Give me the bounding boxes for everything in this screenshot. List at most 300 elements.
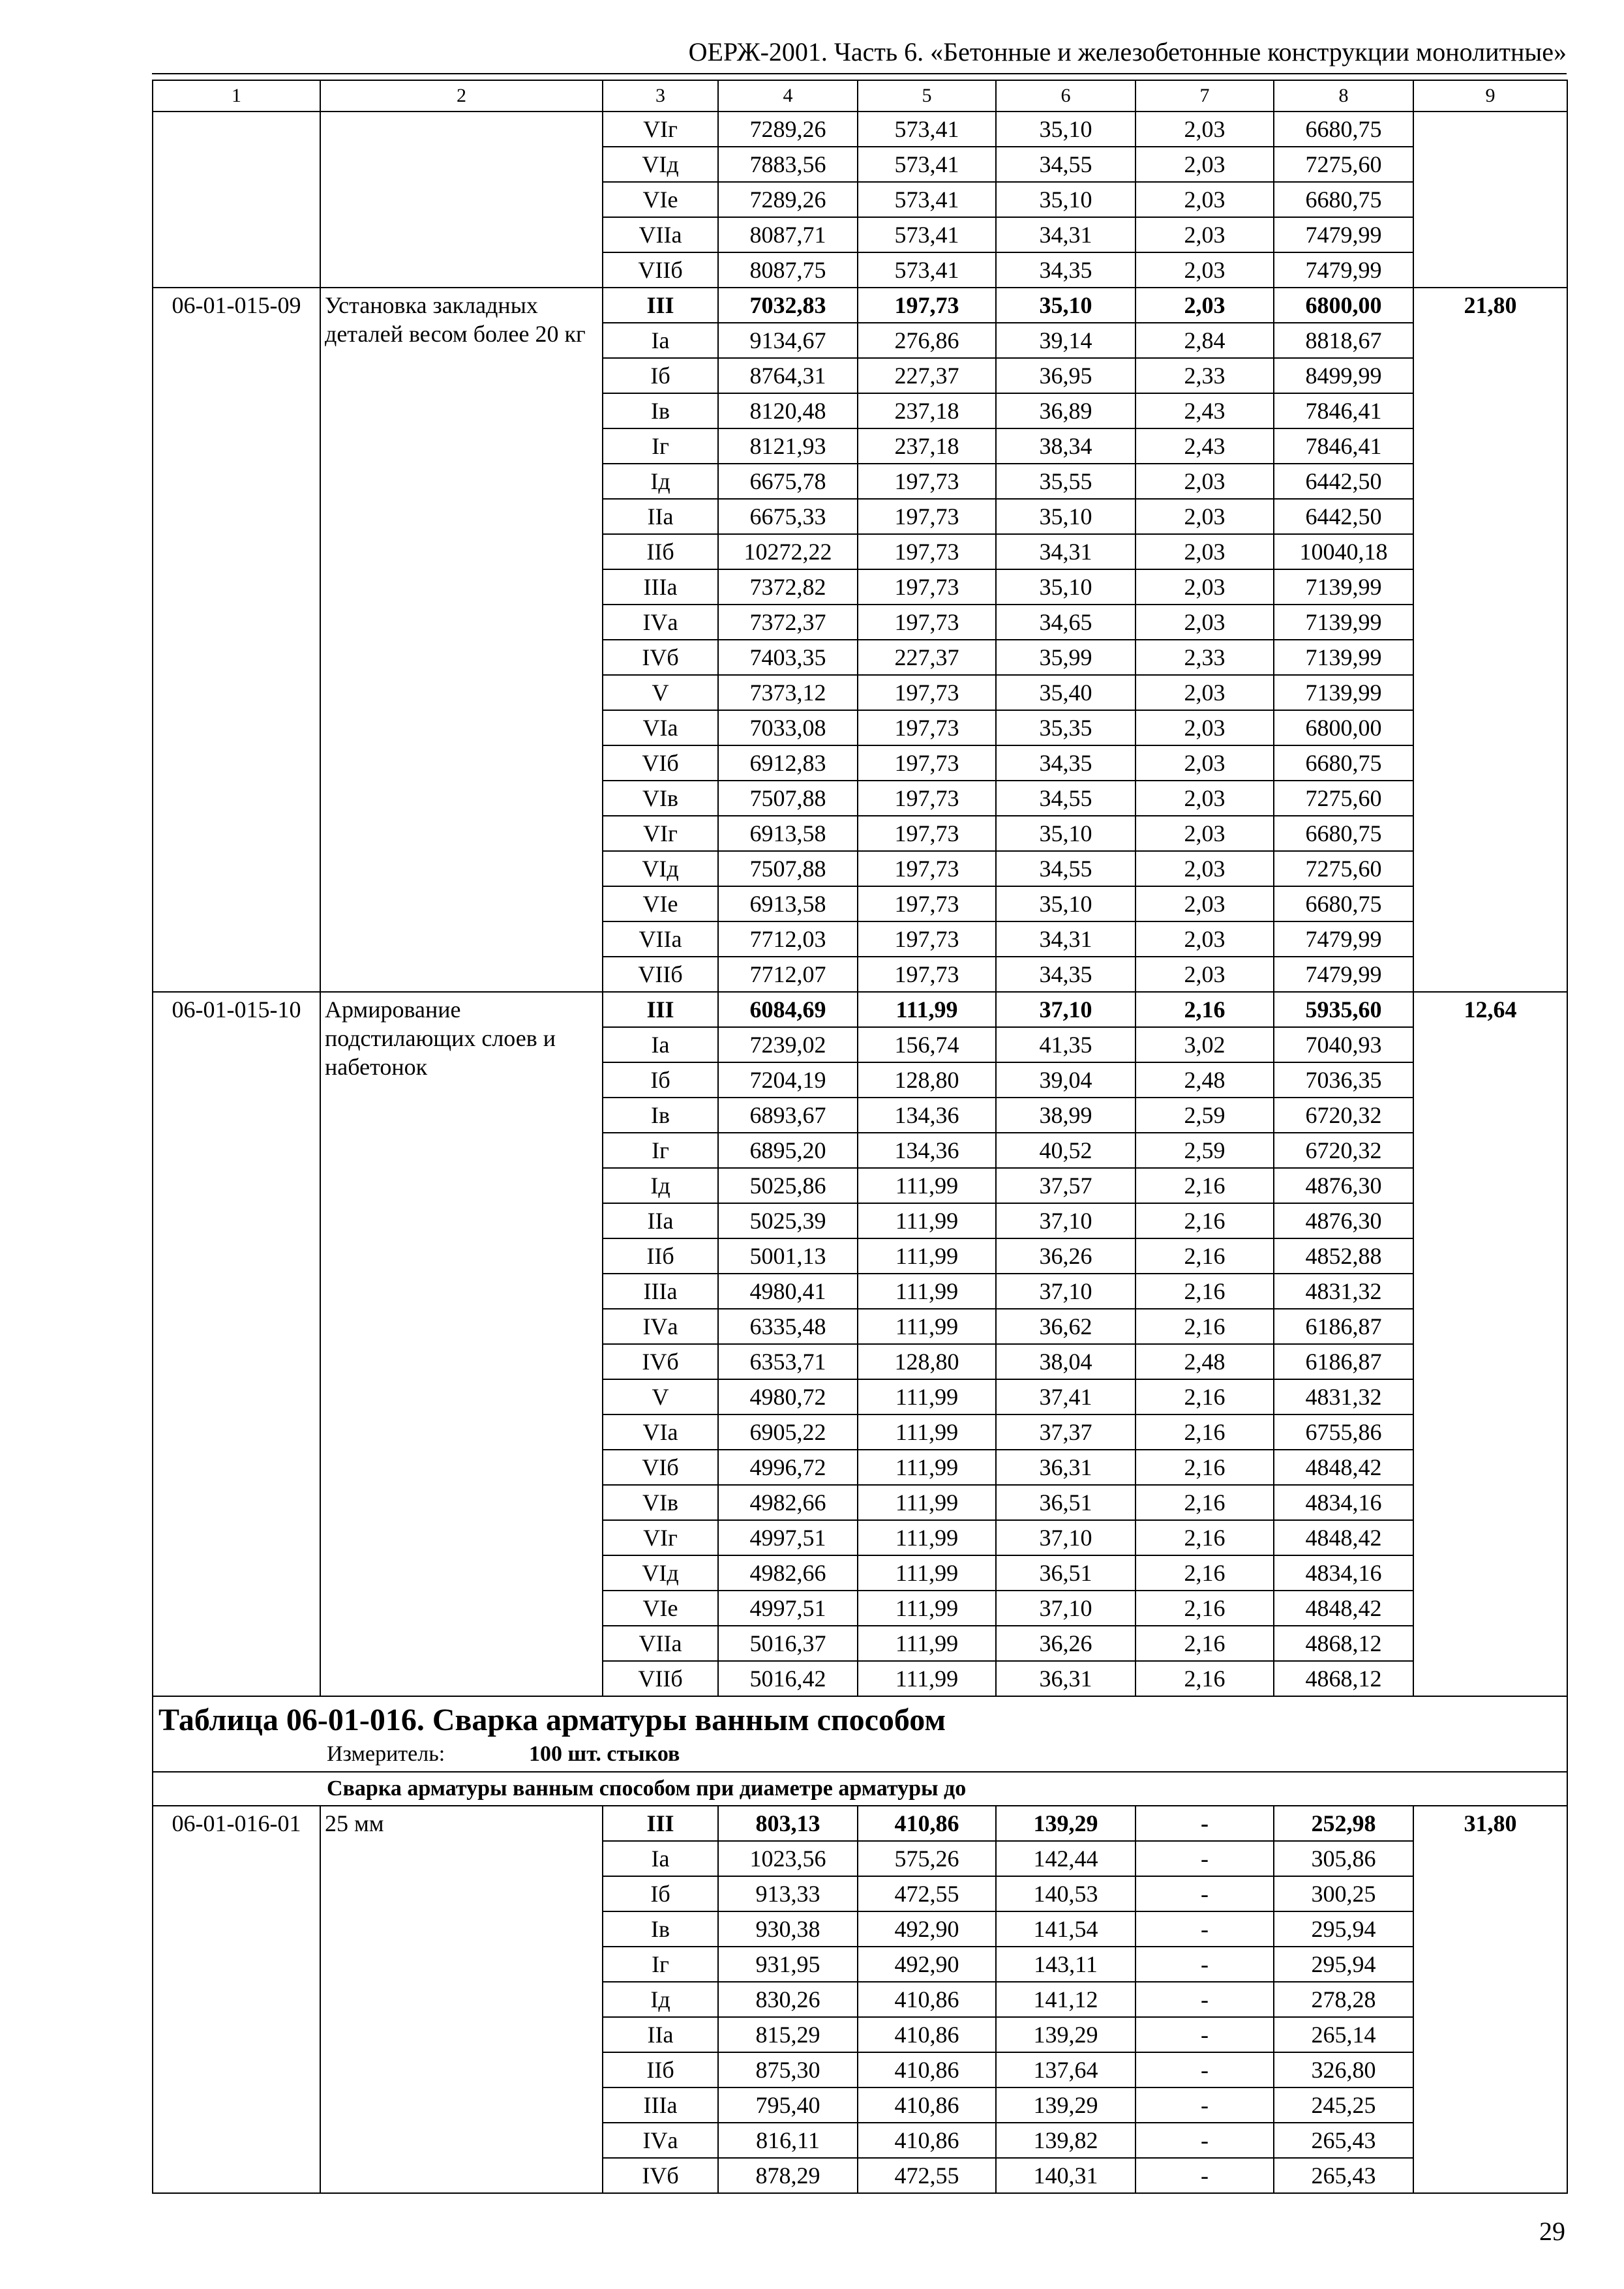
- value-cell: 139,29: [996, 1806, 1135, 1841]
- zone-cell: VIе: [603, 886, 718, 921]
- zone-cell: VIг: [603, 1520, 718, 1555]
- value-cell: 8120,48: [718, 393, 858, 428]
- value-cell: 197,73: [858, 288, 996, 323]
- value-cell: 4848,42: [1274, 1591, 1413, 1626]
- zone-cell: Iд: [603, 1168, 718, 1203]
- value-cell: 7204,19: [718, 1062, 858, 1098]
- value-cell: 197,73: [858, 499, 996, 534]
- value-cell: 2,16: [1135, 1309, 1274, 1344]
- value-cell: 34,55: [996, 147, 1135, 182]
- zone-cell: IIб: [603, 1238, 718, 1274]
- value-cell: 34,65: [996, 605, 1135, 640]
- measure-line: [158, 1740, 1561, 1769]
- value-cell: 2,16: [1135, 1591, 1274, 1626]
- page-number: 29: [1539, 2217, 1565, 2246]
- value-cell: 2,16: [1135, 1450, 1274, 1485]
- value-cell: 7275,60: [1274, 781, 1413, 816]
- zone-cell: Iг: [603, 1947, 718, 1982]
- value-cell: -: [1135, 2123, 1274, 2158]
- value-cell: 878,29: [718, 2158, 858, 2193]
- value-cell: 2,33: [1135, 358, 1274, 393]
- value-cell: 8764,31: [718, 358, 858, 393]
- rate-code: 06-01-016-01: [153, 1806, 320, 2193]
- value-cell: 2,03: [1135, 886, 1274, 921]
- value-cell: 111,99: [858, 1485, 996, 1520]
- value-cell: 2,03: [1135, 464, 1274, 499]
- value-cell: -: [1135, 1876, 1274, 1911]
- table-title: Таблица 06-01-016. Сварка арматуры ванным способом: [158, 1703, 946, 1737]
- value-cell: 35,40: [996, 675, 1135, 710]
- zone-cell: VIIб: [603, 957, 718, 992]
- work-name: Установка закладных деталей весом более 20 кг: [320, 288, 603, 992]
- value-cell: 6084,69: [718, 992, 858, 1027]
- value-cell: 197,73: [858, 886, 996, 921]
- value-cell: 197,73: [858, 851, 996, 886]
- zone-cell: VIб: [603, 745, 718, 781]
- value-cell: 410,86: [858, 1982, 996, 2017]
- value-cell: 6893,67: [718, 1098, 858, 1133]
- value-cell: 7712,07: [718, 957, 858, 992]
- value-cell: 237,18: [858, 393, 996, 428]
- value-cell: 2,03: [1135, 288, 1274, 323]
- zone-cell: Iб: [603, 1876, 718, 1911]
- value-cell: 2,43: [1135, 428, 1274, 464]
- table-row: [153, 1806, 1567, 1841]
- value-cell: 34,35: [996, 957, 1135, 992]
- value-cell: 1023,56: [718, 1841, 858, 1876]
- value-cell: 36,89: [996, 393, 1135, 428]
- value-cell: 111,99: [858, 1520, 996, 1555]
- value-cell: 4834,16: [1274, 1555, 1413, 1591]
- labor-cost: 21,80: [1413, 288, 1567, 992]
- value-cell: 142,44: [996, 1841, 1135, 1876]
- value-cell: 6800,00: [1274, 710, 1413, 745]
- zone-cell: VIе: [603, 1591, 718, 1626]
- value-cell: 2,59: [1135, 1098, 1274, 1133]
- value-cell: 4831,32: [1274, 1274, 1413, 1309]
- value-cell: 197,73: [858, 710, 996, 745]
- value-cell: 295,94: [1274, 1911, 1413, 1947]
- value-cell: 4876,30: [1274, 1203, 1413, 1238]
- value-cell: 7036,35: [1274, 1062, 1413, 1098]
- value-cell: 4997,51: [718, 1520, 858, 1555]
- value-cell: 35,10: [996, 816, 1135, 851]
- value-cell: 40,52: [996, 1133, 1135, 1168]
- zone-cell: VIб: [603, 1450, 718, 1485]
- value-cell: 875,30: [718, 2052, 858, 2087]
- value-cell: 410,86: [858, 2052, 996, 2087]
- zone-cell: Iв: [603, 393, 718, 428]
- value-cell: 6353,71: [718, 1344, 858, 1379]
- value-cell: 35,10: [996, 112, 1135, 147]
- value-cell: 7373,12: [718, 675, 858, 710]
- value-cell: 410,86: [858, 1806, 996, 1841]
- value-cell: 2,03: [1135, 745, 1274, 781]
- value-cell: 816,11: [718, 2123, 858, 2158]
- column-number: 3: [603, 80, 718, 112]
- value-cell: 34,31: [996, 534, 1135, 569]
- value-cell: 3,02: [1135, 1027, 1274, 1062]
- value-cell: 4868,12: [1274, 1626, 1413, 1661]
- value-cell: 931,95: [718, 1947, 858, 1982]
- value-cell: 36,51: [996, 1555, 1135, 1591]
- value-cell: 111,99: [858, 1168, 996, 1203]
- zone-cell: VIе: [603, 182, 718, 217]
- value-cell: 830,26: [718, 1982, 858, 2017]
- value-cell: 5935,60: [1274, 992, 1413, 1027]
- value-cell: 36,95: [996, 358, 1135, 393]
- rates-table-body: [153, 80, 1567, 2193]
- value-cell: 35,35: [996, 710, 1135, 745]
- value-cell: 265,14: [1274, 2017, 1413, 2052]
- subheading: Сварка арматуры ванным способом при диаметре арматуры до: [153, 1772, 1567, 1806]
- value-cell: 34,35: [996, 252, 1135, 288]
- zone-cell: IVб: [603, 1344, 718, 1379]
- zone-cell: IIIа: [603, 2087, 718, 2123]
- value-cell: 140,31: [996, 2158, 1135, 2193]
- column-number: 8: [1274, 80, 1413, 112]
- value-cell: 5025,39: [718, 1203, 858, 1238]
- zone-cell: IIб: [603, 534, 718, 569]
- value-cell: 2,03: [1135, 217, 1274, 252]
- zone-cell: IVа: [603, 2123, 718, 2158]
- value-cell: 913,33: [718, 1876, 858, 1911]
- value-cell: 4980,41: [718, 1274, 858, 1309]
- value-cell: 227,37: [858, 358, 996, 393]
- value-cell: 6442,50: [1274, 499, 1413, 534]
- zone-cell: Iб: [603, 358, 718, 393]
- value-cell: 410,86: [858, 2017, 996, 2052]
- value-cell: 6755,86: [1274, 1414, 1413, 1450]
- value-cell: 7479,99: [1274, 252, 1413, 288]
- value-cell: 7479,99: [1274, 217, 1413, 252]
- zone-cell: Iа: [603, 1841, 718, 1876]
- value-cell: 6912,83: [718, 745, 858, 781]
- value-cell: 2,03: [1135, 605, 1274, 640]
- value-cell: 237,18: [858, 428, 996, 464]
- value-cell: 2,16: [1135, 1274, 1274, 1309]
- value-cell: 7275,60: [1274, 147, 1413, 182]
- value-cell: 140,53: [996, 1876, 1135, 1911]
- value-cell: 295,94: [1274, 1947, 1413, 1982]
- value-cell: 197,73: [858, 464, 996, 499]
- value-cell: 7033,08: [718, 710, 858, 745]
- value-cell: 7372,82: [718, 569, 858, 605]
- value-cell: 156,74: [858, 1027, 996, 1062]
- value-cell: 8087,71: [718, 217, 858, 252]
- work-name: Армирование подстилающих слоев и набетонок: [320, 992, 603, 1696]
- value-cell: 37,10: [996, 1203, 1135, 1238]
- value-cell: 37,10: [996, 1274, 1135, 1309]
- zone-cell: Iв: [603, 1098, 718, 1133]
- value-cell: 7139,99: [1274, 675, 1413, 710]
- work-name: [320, 112, 603, 288]
- value-cell: 7372,37: [718, 605, 858, 640]
- zone-cell: Iг: [603, 1133, 718, 1168]
- value-cell: 128,80: [858, 1344, 996, 1379]
- labor-cost: [1413, 112, 1567, 288]
- value-cell: 2,16: [1135, 1168, 1274, 1203]
- value-cell: 2,16: [1135, 1661, 1274, 1696]
- rate-code: 06-01-015-09: [153, 288, 320, 992]
- value-cell: 2,48: [1135, 1344, 1274, 1379]
- table-heading: [153, 1696, 1567, 1772]
- value-cell: 36,62: [996, 1309, 1135, 1344]
- value-cell: 6895,20: [718, 1133, 858, 1168]
- zone-cell: Iа: [603, 1027, 718, 1062]
- value-cell: 4852,88: [1274, 1238, 1413, 1274]
- value-cell: 575,26: [858, 1841, 996, 1876]
- zone-cell: IVб: [603, 2158, 718, 2193]
- zone-cell: III: [603, 1806, 718, 1841]
- value-cell: 4982,66: [718, 1485, 858, 1520]
- table-row: [153, 288, 1567, 323]
- value-cell: 7275,60: [1274, 851, 1413, 886]
- value-cell: 35,55: [996, 464, 1135, 499]
- value-cell: 141,12: [996, 1982, 1135, 2017]
- value-cell: -: [1135, 2158, 1274, 2193]
- value-cell: 930,38: [718, 1911, 858, 1947]
- zone-cell: VIв: [603, 1485, 718, 1520]
- value-cell: 197,73: [858, 957, 996, 992]
- value-cell: 34,31: [996, 217, 1135, 252]
- value-cell: 815,29: [718, 2017, 858, 2052]
- value-cell: 2,03: [1135, 534, 1274, 569]
- value-cell: 2,03: [1135, 957, 1274, 992]
- rate-code: [153, 112, 320, 288]
- value-cell: 227,37: [858, 640, 996, 675]
- zone-cell: V: [603, 675, 718, 710]
- value-cell: 410,86: [858, 2087, 996, 2123]
- value-cell: 197,73: [858, 816, 996, 851]
- zone-cell: IIа: [603, 2017, 718, 2052]
- value-cell: 197,73: [858, 921, 996, 957]
- zone-cell: Iа: [603, 323, 718, 358]
- value-cell: 7289,26: [718, 112, 858, 147]
- value-cell: 111,99: [858, 1626, 996, 1661]
- value-cell: 111,99: [858, 1379, 996, 1414]
- value-cell: 7479,99: [1274, 921, 1413, 957]
- value-cell: 41,35: [996, 1027, 1135, 1062]
- value-cell: 2,16: [1135, 1379, 1274, 1414]
- zone-cell: IIIа: [603, 569, 718, 605]
- value-cell: 2,16: [1135, 1414, 1274, 1450]
- value-cell: 6913,58: [718, 816, 858, 851]
- value-cell: 6800,00: [1274, 288, 1413, 323]
- measure-value: 100 шт. стыков: [529, 1742, 680, 1766]
- value-cell: 8121,93: [718, 428, 858, 464]
- value-cell: 128,80: [858, 1062, 996, 1098]
- value-cell: 2,03: [1135, 112, 1274, 147]
- value-cell: 5001,13: [718, 1238, 858, 1274]
- zone-cell: VIа: [603, 1414, 718, 1450]
- value-cell: 35,10: [996, 499, 1135, 534]
- value-cell: 305,86: [1274, 1841, 1413, 1876]
- value-cell: 4996,72: [718, 1450, 858, 1485]
- header-rule: [152, 73, 1567, 74]
- value-cell: 2,03: [1135, 781, 1274, 816]
- value-cell: 5016,37: [718, 1626, 858, 1661]
- zone-cell: VIд: [603, 147, 718, 182]
- value-cell: 6720,32: [1274, 1098, 1413, 1133]
- table-row: [153, 992, 1567, 1027]
- value-cell: 6186,87: [1274, 1344, 1413, 1379]
- zone-cell: Iд: [603, 464, 718, 499]
- value-cell: 7289,26: [718, 182, 858, 217]
- zone-cell: Iд: [603, 1982, 718, 2017]
- value-cell: 252,98: [1274, 1806, 1413, 1841]
- value-cell: 6680,75: [1274, 745, 1413, 781]
- value-cell: 6720,32: [1274, 1133, 1413, 1168]
- value-cell: -: [1135, 1947, 1274, 1982]
- value-cell: 37,57: [996, 1168, 1135, 1203]
- column-number: 5: [858, 80, 996, 112]
- zone-cell: Iб: [603, 1062, 718, 1098]
- value-cell: 492,90: [858, 1911, 996, 1947]
- value-cell: 4834,16: [1274, 1485, 1413, 1520]
- value-cell: -: [1135, 1982, 1274, 2017]
- zone-cell: IVа: [603, 605, 718, 640]
- value-cell: 37,10: [996, 1520, 1135, 1555]
- value-cell: 134,36: [858, 1133, 996, 1168]
- value-cell: 4980,72: [718, 1379, 858, 1414]
- value-cell: 2,16: [1135, 992, 1274, 1027]
- column-number: 6: [996, 80, 1135, 112]
- zone-cell: VIIа: [603, 1626, 718, 1661]
- column-number: 7: [1135, 80, 1274, 112]
- value-cell: 141,54: [996, 1911, 1135, 1947]
- value-cell: 795,40: [718, 2087, 858, 2123]
- value-cell: 134,36: [858, 1098, 996, 1133]
- value-cell: 5025,86: [718, 1168, 858, 1203]
- value-cell: 197,73: [858, 569, 996, 605]
- value-cell: 139,29: [996, 2087, 1135, 2123]
- running-header: ОЕРЖ-2001. Часть 6. «Бетонные и железобетонные конструкции монолитные»: [688, 37, 1567, 67]
- column-number-row: [153, 80, 1567, 112]
- value-cell: 6675,33: [718, 499, 858, 534]
- value-cell: 139,29: [996, 2017, 1135, 2052]
- value-cell: 137,64: [996, 2052, 1135, 2087]
- zone-cell: Iг: [603, 428, 718, 464]
- value-cell: 6335,48: [718, 1309, 858, 1344]
- value-cell: 37,10: [996, 992, 1135, 1027]
- value-cell: 36,26: [996, 1238, 1135, 1274]
- value-cell: 2,03: [1135, 710, 1274, 745]
- value-cell: 2,03: [1135, 147, 1274, 182]
- value-cell: 6680,75: [1274, 886, 1413, 921]
- value-cell: 197,73: [858, 781, 996, 816]
- value-cell: 6680,75: [1274, 182, 1413, 217]
- value-cell: 111,99: [858, 1274, 996, 1309]
- value-cell: 111,99: [858, 1203, 996, 1238]
- labor-cost: 12,64: [1413, 992, 1567, 1696]
- value-cell: 2,43: [1135, 393, 1274, 428]
- value-cell: 7032,83: [718, 288, 858, 323]
- value-cell: 7139,99: [1274, 569, 1413, 605]
- value-cell: 492,90: [858, 1947, 996, 1982]
- value-cell: 276,86: [858, 323, 996, 358]
- value-cell: 2,16: [1135, 1520, 1274, 1555]
- zone-cell: III: [603, 288, 718, 323]
- value-cell: 2,03: [1135, 851, 1274, 886]
- rates-table: [152, 80, 1568, 2194]
- value-cell: 111,99: [858, 1661, 996, 1696]
- value-cell: 7139,99: [1274, 640, 1413, 675]
- value-cell: 37,10: [996, 1591, 1135, 1626]
- value-cell: 2,03: [1135, 252, 1274, 288]
- value-cell: 7479,99: [1274, 957, 1413, 992]
- table-row: [153, 112, 1567, 147]
- value-cell: 2,48: [1135, 1062, 1274, 1098]
- zone-cell: VIг: [603, 816, 718, 851]
- value-cell: 2,03: [1135, 921, 1274, 957]
- value-cell: 197,73: [858, 745, 996, 781]
- value-cell: 37,37: [996, 1414, 1135, 1450]
- value-cell: 36,31: [996, 1661, 1135, 1696]
- zone-cell: IIб: [603, 2052, 718, 2087]
- value-cell: 2,03: [1135, 499, 1274, 534]
- value-cell: -: [1135, 2087, 1274, 2123]
- value-cell: 111,99: [858, 1450, 996, 1485]
- zone-cell: IIа: [603, 1203, 718, 1238]
- value-cell: 6680,75: [1274, 112, 1413, 147]
- value-cell: 35,10: [996, 288, 1135, 323]
- value-cell: 573,41: [858, 182, 996, 217]
- value-cell: 472,55: [858, 1876, 996, 1911]
- value-cell: 7040,93: [1274, 1027, 1413, 1062]
- value-cell: 35,10: [996, 569, 1135, 605]
- value-cell: 2,16: [1135, 1485, 1274, 1520]
- value-cell: 265,43: [1274, 2123, 1413, 2158]
- value-cell: 2,33: [1135, 640, 1274, 675]
- value-cell: 6913,58: [718, 886, 858, 921]
- value-cell: 36,31: [996, 1450, 1135, 1485]
- zone-cell: VIIа: [603, 217, 718, 252]
- value-cell: 2,59: [1135, 1133, 1274, 1168]
- value-cell: 8087,75: [718, 252, 858, 288]
- zone-cell: III: [603, 992, 718, 1027]
- column-number: 4: [718, 80, 858, 112]
- value-cell: -: [1135, 2052, 1274, 2087]
- value-cell: 326,80: [1274, 2052, 1413, 2087]
- value-cell: 6675,78: [718, 464, 858, 499]
- value-cell: 573,41: [858, 252, 996, 288]
- value-cell: 2,16: [1135, 1238, 1274, 1274]
- value-cell: 7883,56: [718, 147, 858, 182]
- value-cell: -: [1135, 1806, 1274, 1841]
- zone-cell: IVб: [603, 640, 718, 675]
- value-cell: 278,28: [1274, 1982, 1413, 2017]
- value-cell: 573,41: [858, 147, 996, 182]
- value-cell: 573,41: [858, 112, 996, 147]
- value-cell: 35,10: [996, 182, 1135, 217]
- value-cell: 300,25: [1274, 1876, 1413, 1911]
- value-cell: 8499,99: [1274, 358, 1413, 393]
- table-heading-row: [153, 1696, 1567, 1772]
- zone-cell: VIIб: [603, 1661, 718, 1696]
- value-cell: 2,16: [1135, 1626, 1274, 1661]
- value-cell: 38,04: [996, 1344, 1135, 1379]
- value-cell: 10272,22: [718, 534, 858, 569]
- value-cell: 6442,50: [1274, 464, 1413, 499]
- value-cell: 803,13: [718, 1806, 858, 1841]
- value-cell: 7507,88: [718, 781, 858, 816]
- value-cell: 111,99: [858, 1555, 996, 1591]
- value-cell: -: [1135, 1841, 1274, 1876]
- value-cell: 36,51: [996, 1485, 1135, 1520]
- value-cell: 139,82: [996, 2123, 1135, 2158]
- zone-cell: Iв: [603, 1911, 718, 1947]
